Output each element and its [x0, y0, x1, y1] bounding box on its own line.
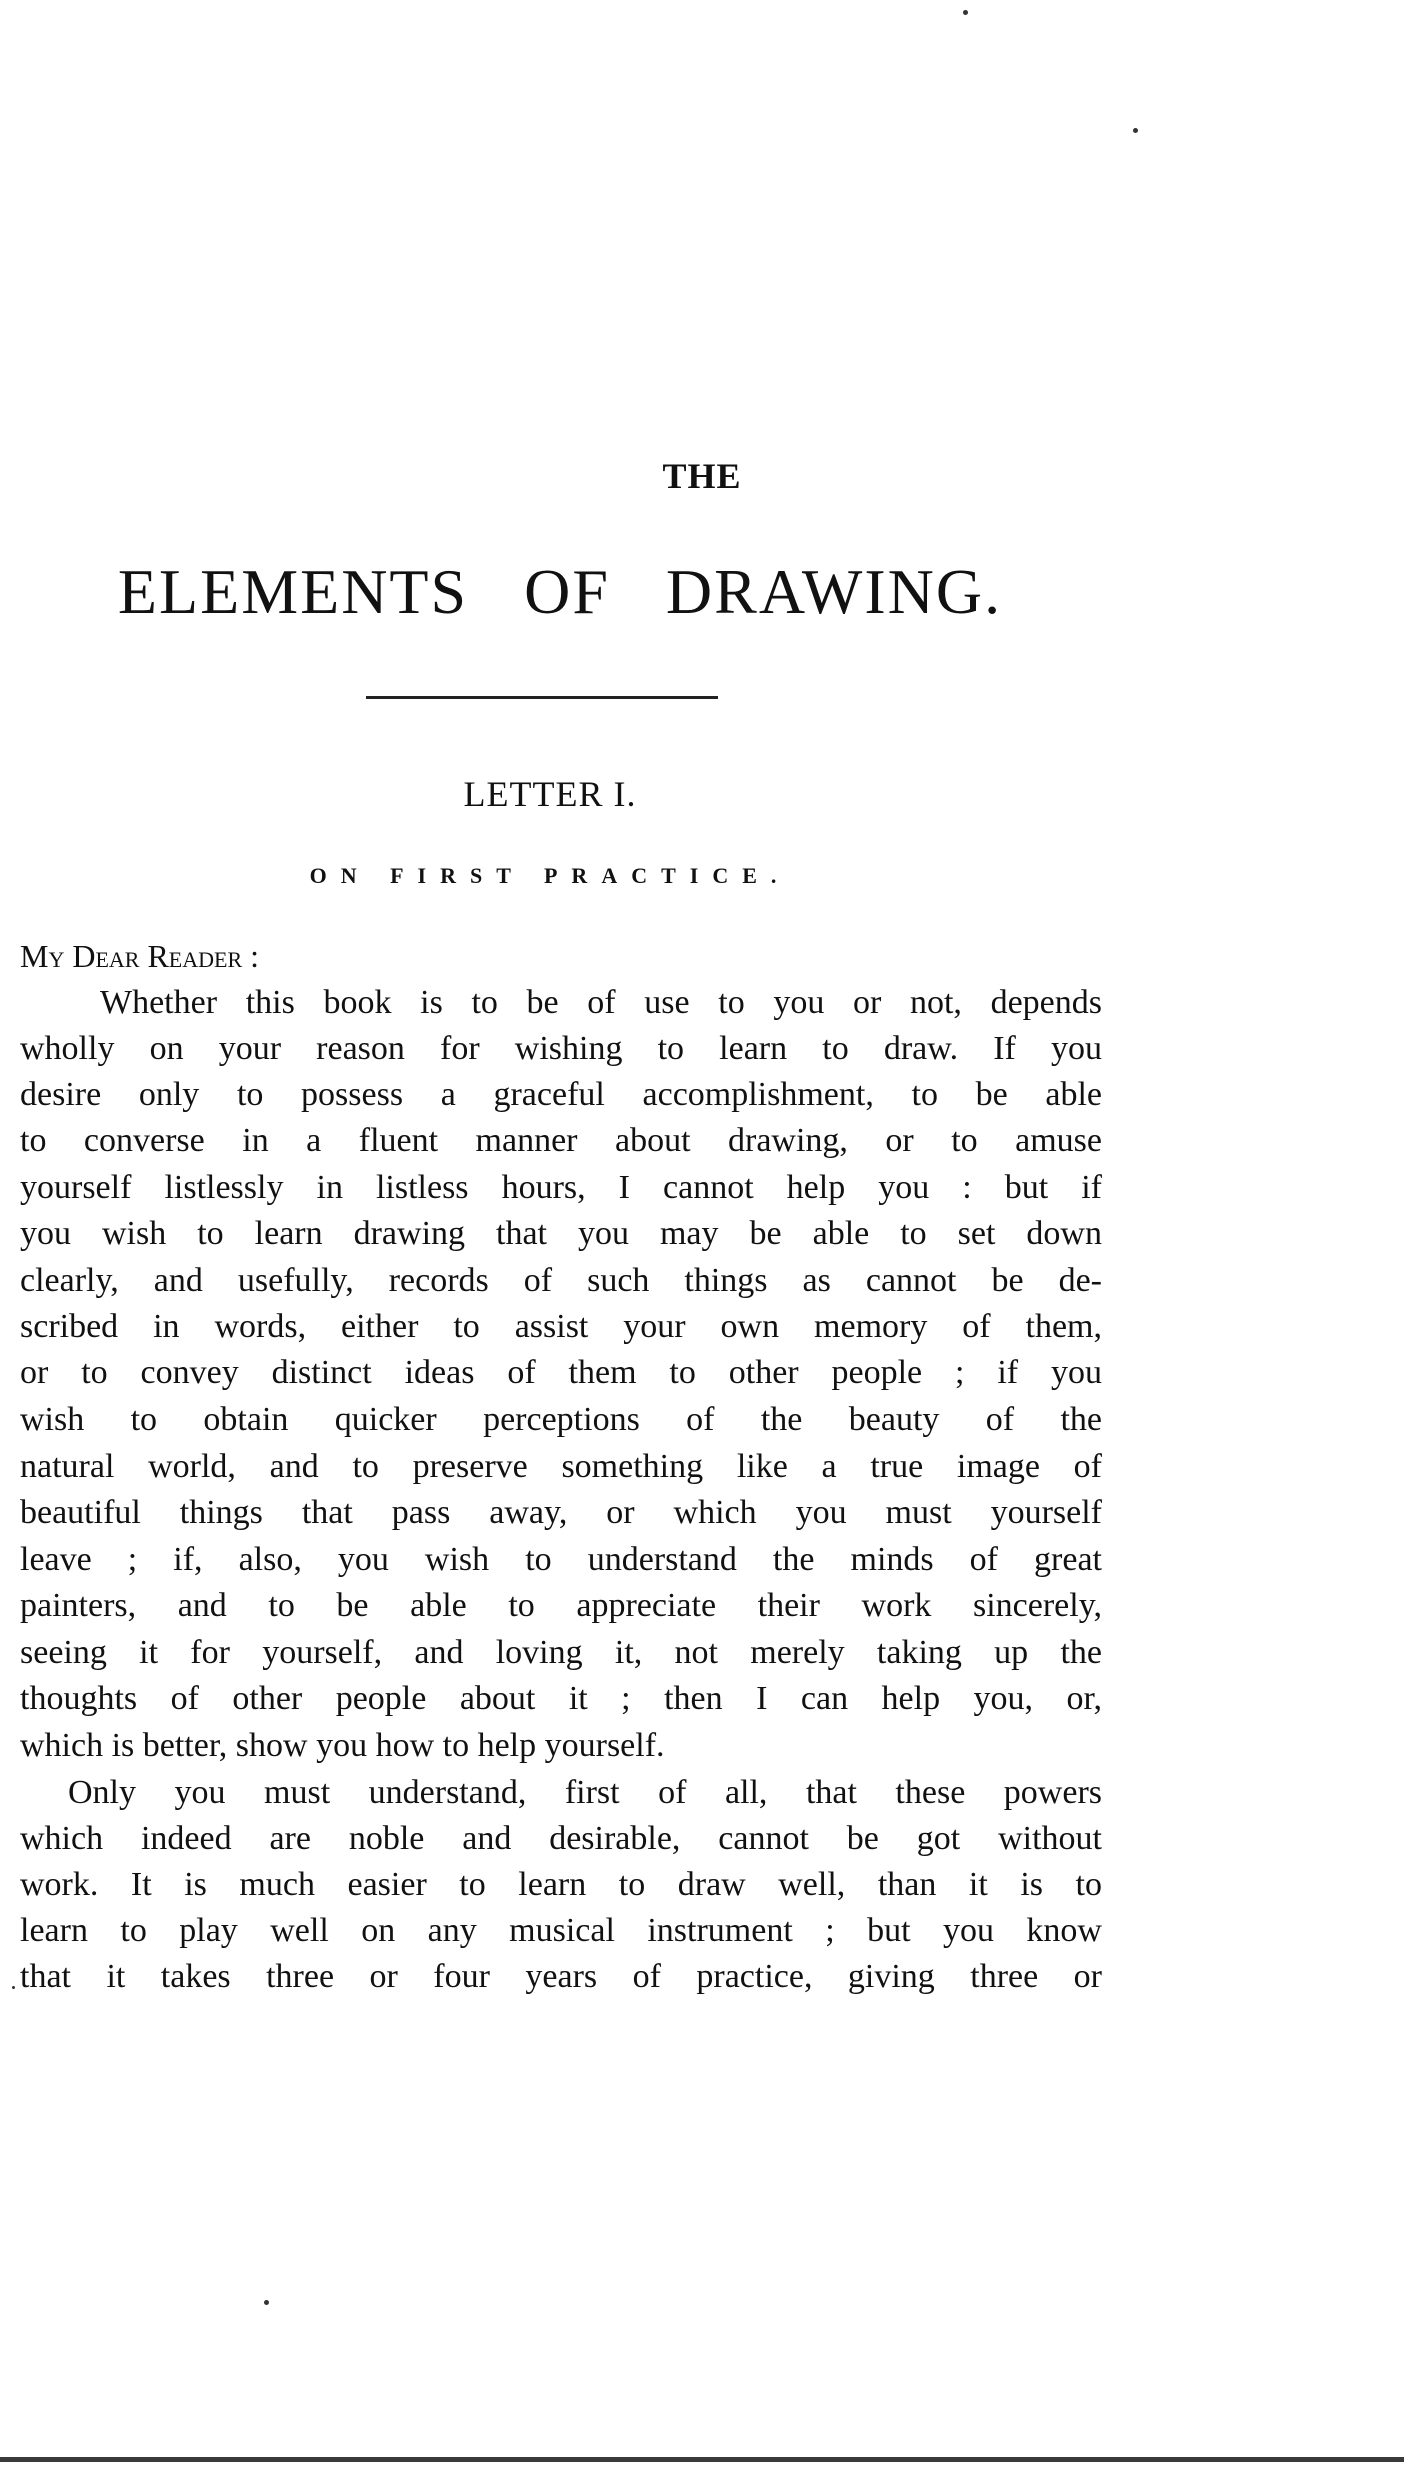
body-line: wish to obtain quicker perceptions of the beauty of the	[20, 1401, 1102, 1438]
body-line: which indeed are noble and desirable, cannot be got without	[20, 1820, 1102, 1857]
body-line: or to convey distinct ideas of them to other people ; if you	[20, 1354, 1102, 1391]
body-line: you wish to learn drawing that you may be able to set down	[20, 1215, 1102, 1252]
print-speck	[264, 2300, 269, 2305]
title-divider	[366, 696, 718, 699]
body-line: natural world, and to preserve something like a true image of	[20, 1448, 1102, 1485]
print-speck	[963, 10, 968, 15]
salutation: My Dear Reader :	[20, 938, 260, 974]
body-line: to converse in a fluent manner about drawing, or to amuse	[20, 1122, 1102, 1159]
letter-heading: LETTER I.	[463, 774, 637, 814]
body-line: yourself listlessly in listless hours, I cannot help you : but if	[20, 1169, 1102, 1206]
body-line: Only you must understand, first of all, that these powers	[68, 1774, 1102, 1811]
body-line: scribed in words, either to assist your own memory of them,	[20, 1308, 1102, 1345]
body-line: learn to play well on any musical instrument ; but you know	[20, 1912, 1102, 1949]
body-line: that it takes three or four years of practice, giving three or	[20, 1958, 1102, 1995]
page-edge-rule	[0, 2457, 1404, 2462]
letter-subheading: ON FIRST PRACTICE.	[309, 863, 791, 888]
print-speck	[12, 1986, 15, 1989]
body-line: desire only to possess a graceful accomplishment, to be able	[20, 1076, 1102, 1113]
book-title: ELEMENTS OF DRAWING.	[117, 556, 1003, 627]
body-line: which is better, show you how to help yourself.	[20, 1727, 665, 1764]
body-line: painters, and to be able to appreciate their work sincerely,	[20, 1587, 1102, 1624]
print-speck	[1133, 128, 1138, 133]
body-line: Whether this book is to be of use to you or not, depends	[100, 984, 1102, 1021]
body-line: clearly, and usefully, records of such things as cannot be de-	[20, 1262, 1102, 1299]
body-line: seeing it for yourself, and loving it, not merely taking up the	[20, 1634, 1102, 1671]
body-line: beautiful things that pass away, or which you must yourself	[20, 1494, 1102, 1531]
body-line: work. It is much easier to learn to draw well, than it is to	[20, 1866, 1102, 1903]
body-line: wholly on your reason for wishing to learn to draw. If you	[20, 1030, 1102, 1067]
title-prefix: THE	[662, 456, 742, 496]
body-line: thoughts of other people about it ; then I can help you, or,	[20, 1680, 1102, 1717]
body-line: leave ; if, also, you wish to understand the minds of great	[20, 1541, 1102, 1578]
